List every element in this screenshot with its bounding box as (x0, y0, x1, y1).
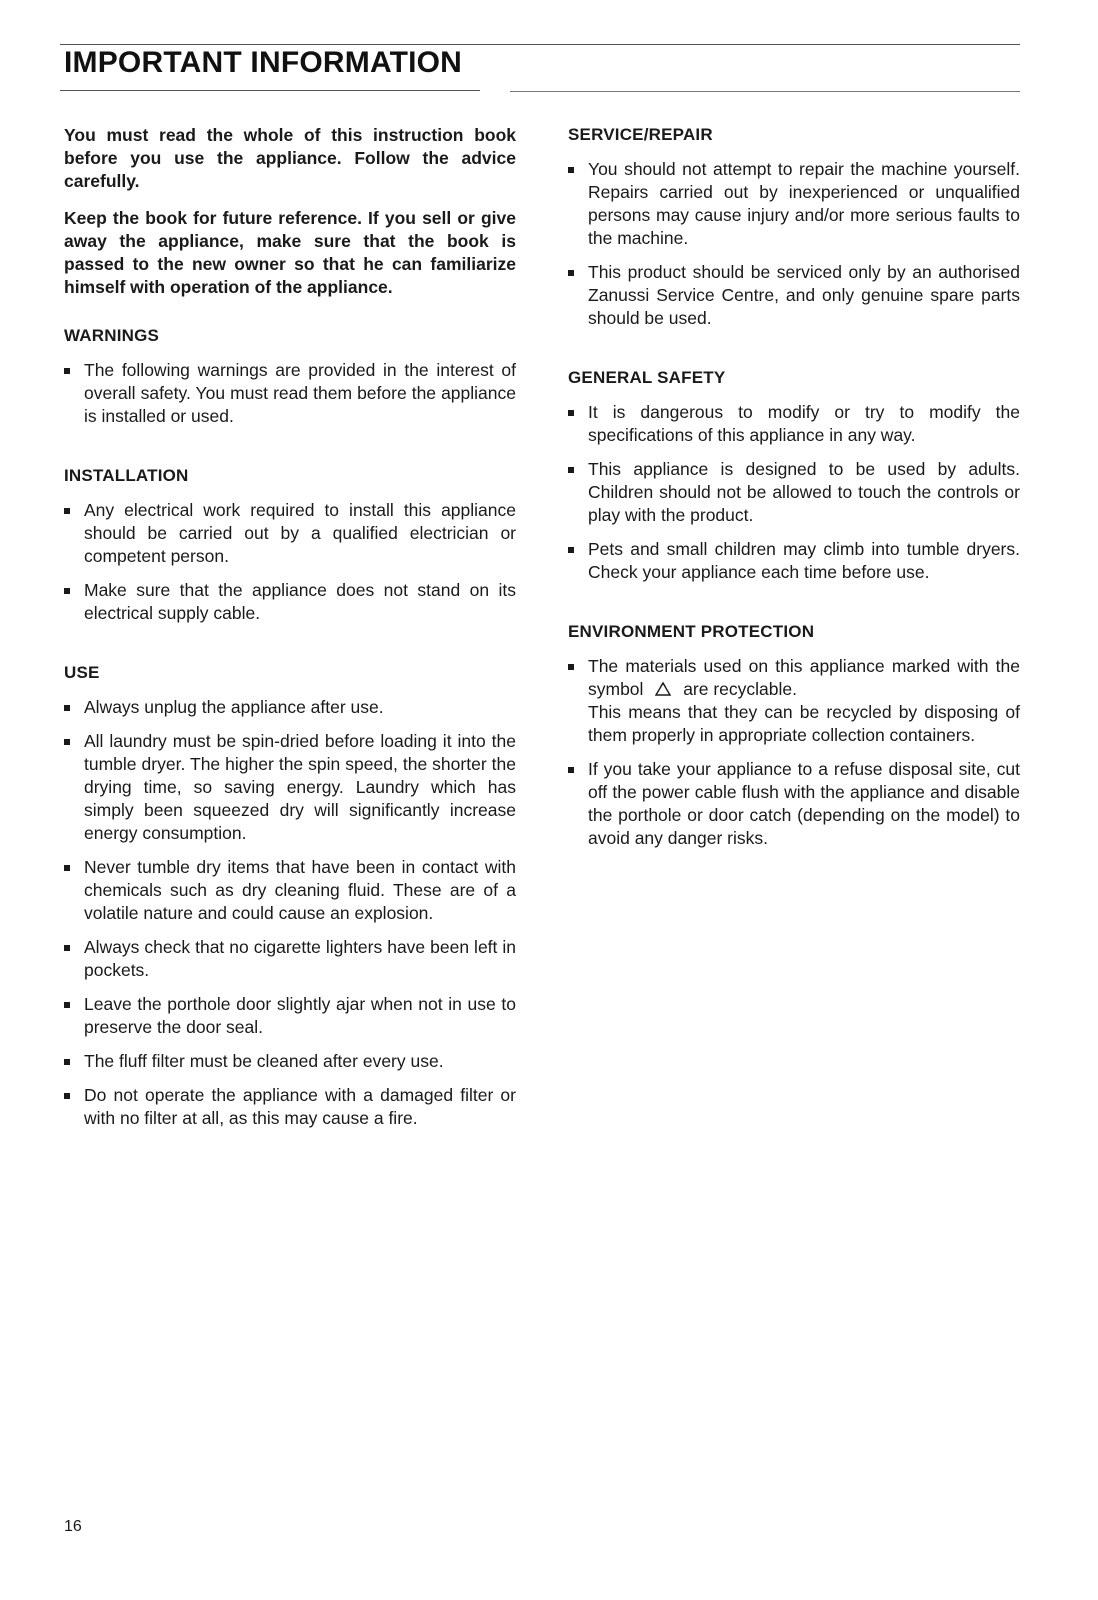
list-item: The following warnings are provided in the interest of overall safety. You must read them before the appliance is installed or used. (64, 359, 516, 428)
right-column (568, 124, 1020, 861)
list-item: Leave the porthole door slightly ajar when not in use to preserve the door seal. (64, 993, 516, 1039)
bullet-icon (568, 664, 574, 670)
bullet-icon (568, 410, 574, 416)
recycle-icon (652, 681, 674, 697)
bullet-icon (568, 547, 574, 553)
environment-list (568, 655, 1020, 850)
list-item: It is dangerous to modify or try to modify the specifications of this appliance in any way. (568, 401, 1020, 447)
list-item: Always unplug the appliance after use. (64, 696, 516, 719)
page-number: 16 (64, 1518, 82, 1535)
list-item: The materials used on this appliance marked with the symbol are recyclable. This means that they can be recycled by disposing of them properly in appropriate collection containers. (568, 655, 1020, 747)
bullet-icon (64, 705, 70, 711)
title-bottom-rule-right (510, 91, 1020, 92)
list-item: This appliance is designed to be used by adults. Children should not be allowed to touch the controls or play with the product. (568, 458, 1020, 527)
use-heading: USE (64, 663, 100, 682)
warnings-list (64, 359, 516, 428)
list-item: If you take your appliance to a refuse disposal site, cut off the power cable flush with the appliance and disable the porthole or door catch (depending on the model) to avoid any danger risks. (568, 758, 1020, 850)
list-item: Never tumble dry items that have been in contact with chemicals such as dry cleaning fluid. These are of a volatile nature and could cause an explosion. (64, 856, 516, 925)
bullet-icon (64, 368, 70, 374)
list-item: Do not operate the appliance with a damaged filter or with no filter at all, as this may cause a fire. (64, 1084, 516, 1130)
general-safety-list (568, 401, 1020, 584)
bullet-icon (64, 945, 70, 951)
intro-paragraph-2: Keep the book for future reference. If you sell or give away the appliance, make sure that the book is passed to the new owner so that he can familiarize himself with operation of the appliance. (64, 208, 516, 297)
list-item: The fluff filter must be cleaned after every use. (64, 1050, 516, 1073)
list-item: Any electrical work required to install this appliance should be carried out by a qualified electrician or competent person. (64, 499, 516, 568)
bullet-icon (568, 270, 574, 276)
list-item: Pets and small children may climb into tumble dryers. Check your appliance each time before use. (568, 538, 1020, 584)
service-repair-heading: SERVICE/REPAIR (568, 125, 713, 144)
title-bottom-rule-left (60, 90, 480, 91)
bullet-icon (64, 508, 70, 514)
bullet-icon (568, 467, 574, 473)
intro-paragraph-1: You must read the whole of this instruction book before you use the appliance. Follow the advice carefully. (64, 125, 516, 191)
environment-protection-heading: ENVIRONMENT PROTECTION (568, 622, 815, 641)
bullet-icon (568, 767, 574, 773)
title-top-rule (60, 44, 1020, 45)
bullet-icon (64, 865, 70, 871)
bullet-icon (568, 167, 574, 173)
service-list (568, 158, 1020, 330)
general-safety-heading: GENERAL SAFETY (568, 368, 726, 387)
left-column (64, 124, 516, 1141)
use-list (64, 696, 516, 1130)
list-item: You should not attempt to repair the machine yourself. Repairs carried out by inexperienced or unqualified persons may cause injury and/or more serious faults to the machine. (568, 158, 1020, 250)
bullet-icon (64, 1002, 70, 1008)
installation-heading: INSTALLATION (64, 466, 189, 485)
list-item: All laundry must be spin-dried before loading it into the tumble dryer. The higher the spin speed, the shorter the drying time, so saving energy. Laundry which has simply been squeezed dry will significantly increase energy consumption. (64, 730, 516, 845)
warnings-heading: WARNINGS (64, 326, 160, 345)
bullet-icon (64, 588, 70, 594)
bullet-icon (64, 739, 70, 745)
bullet-icon (64, 1059, 70, 1065)
list-item: Always check that no cigarette lighters have been left in pockets. (64, 936, 516, 982)
page-title: IMPORTANT INFORMATION (64, 46, 463, 79)
list-item: This product should be serviced only by an authorised Zanussi Service Centre, and only genuine spare parts should be used. (568, 261, 1020, 330)
installation-list (64, 499, 516, 625)
bullet-icon (64, 1093, 70, 1099)
list-item: Make sure that the appliance does not stand on its electrical supply cable. (64, 579, 516, 625)
